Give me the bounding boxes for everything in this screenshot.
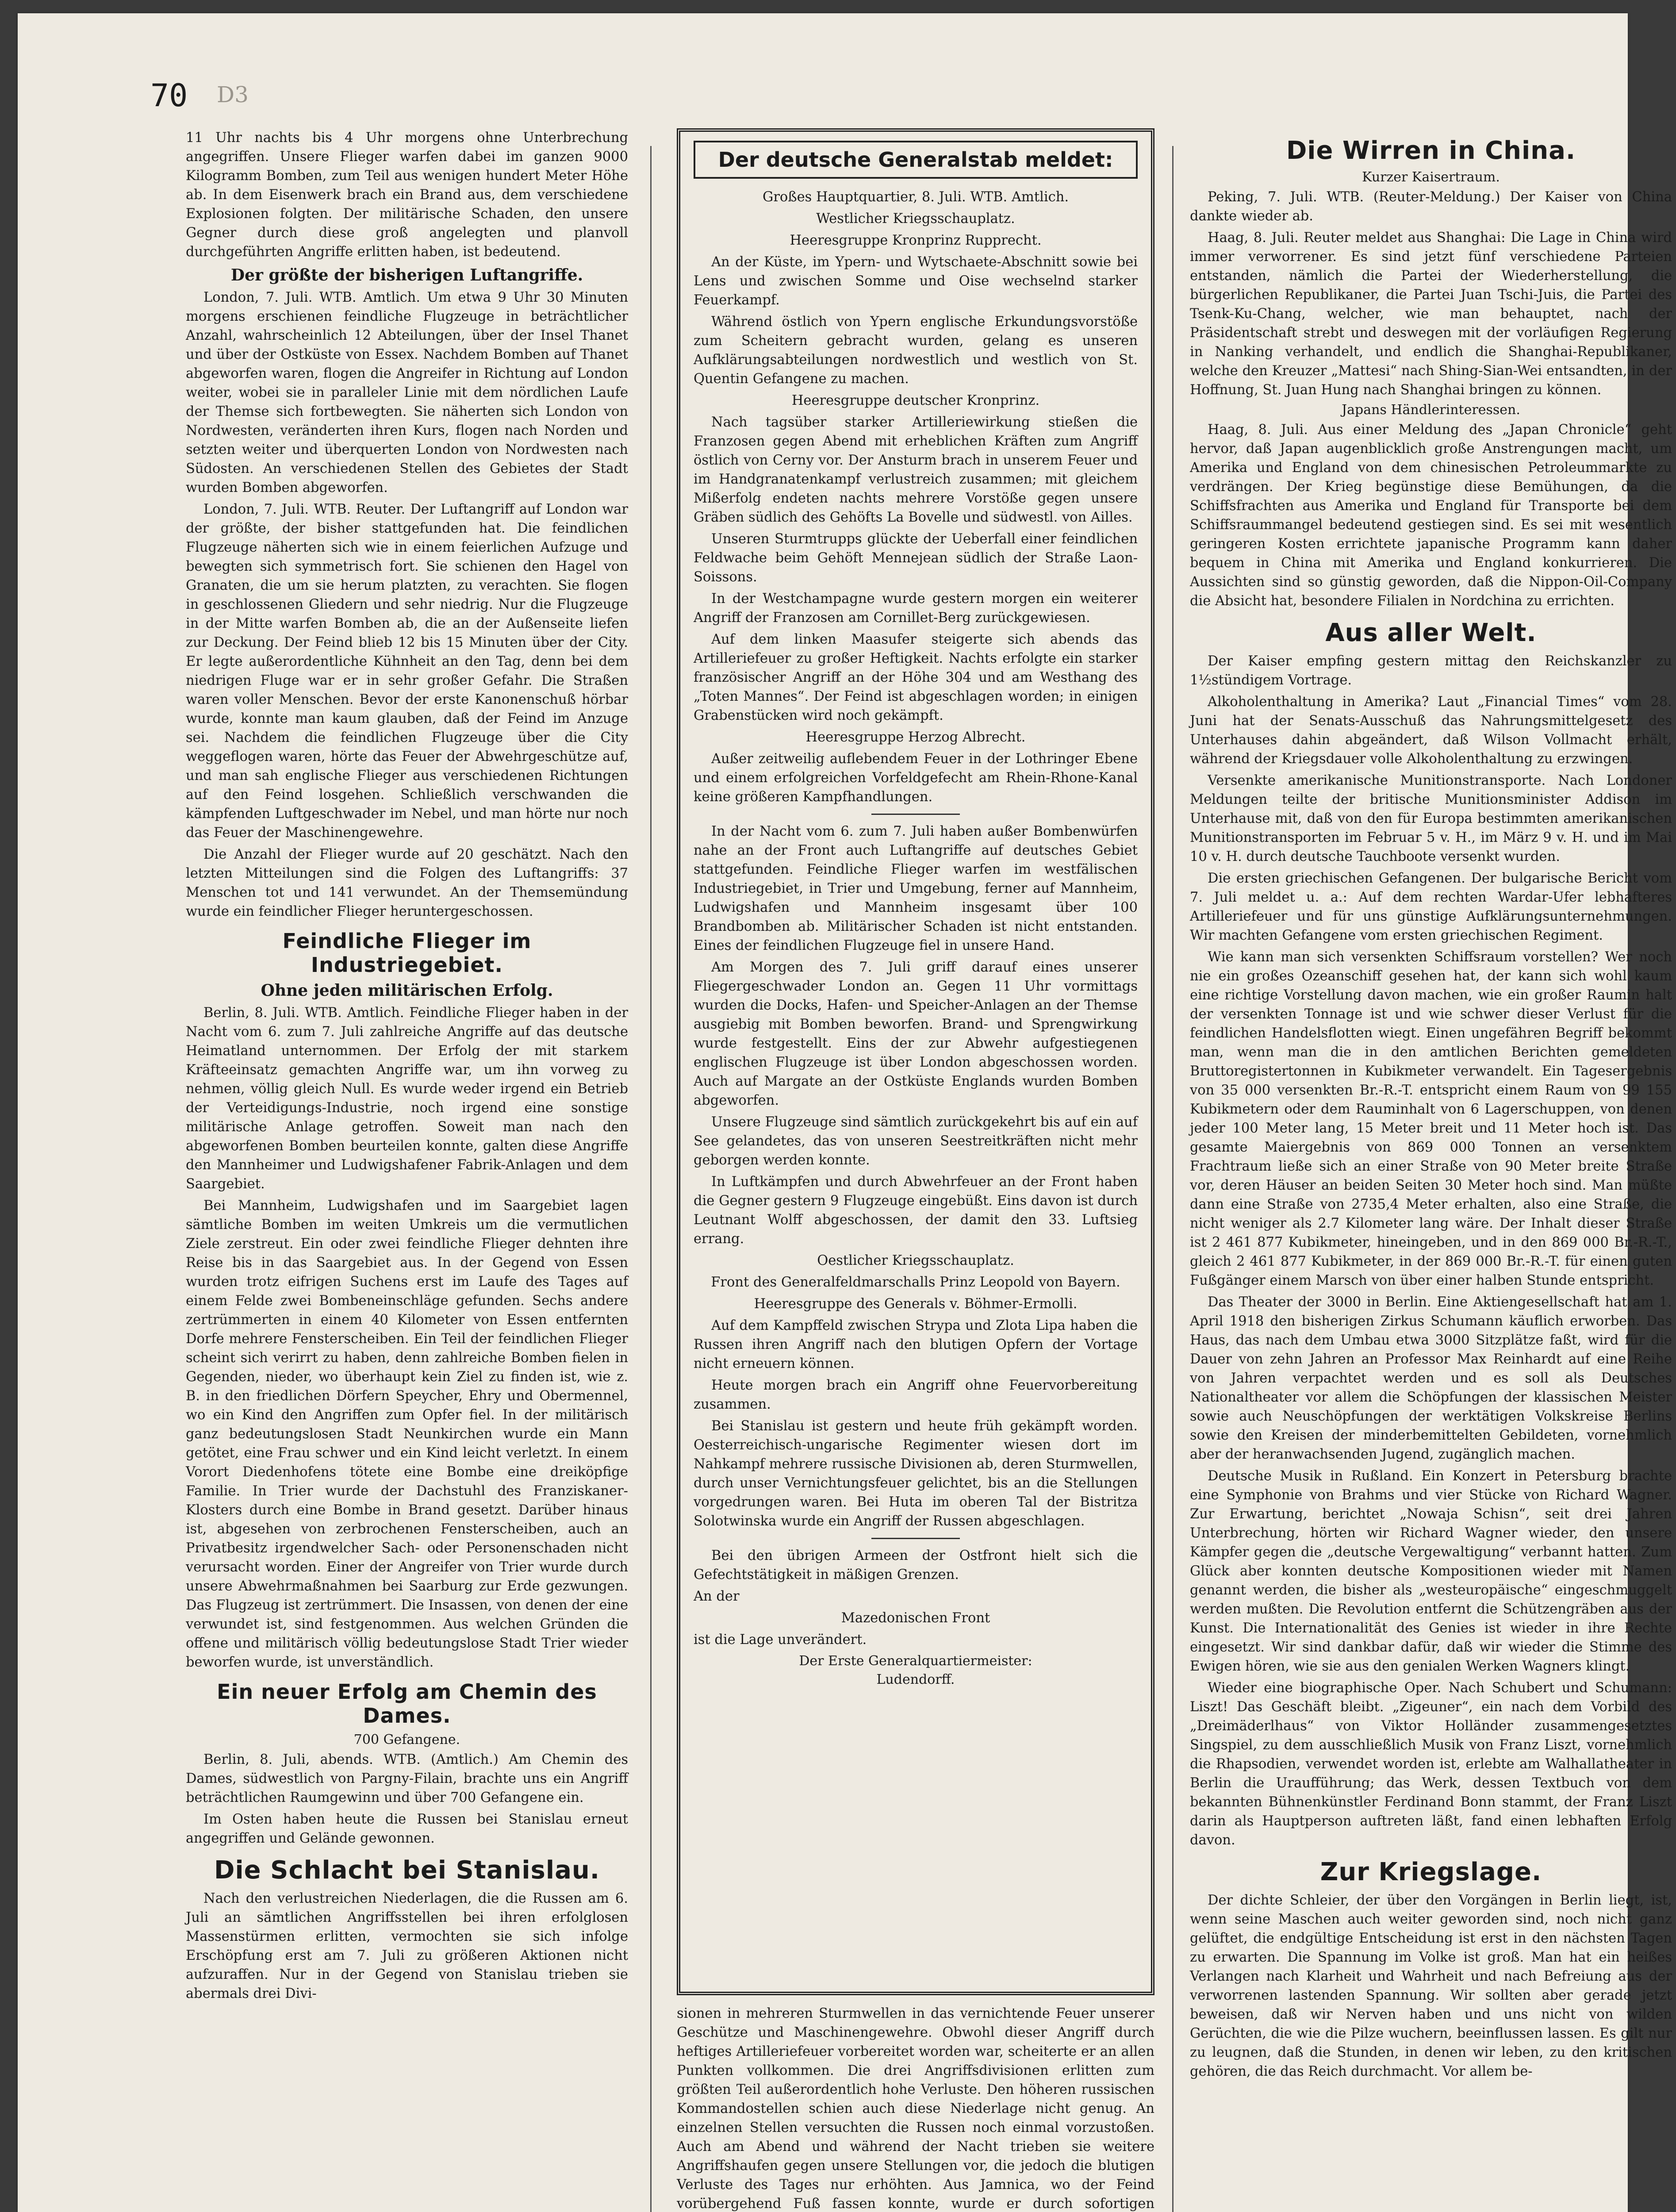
signature-name: Ludendorff. bbox=[876, 1672, 955, 1687]
section-label: Heeresgruppe Kronprinz Rupprecht. bbox=[790, 233, 1042, 248]
section-label: Heeresgruppe deutscher Kronprinz. bbox=[791, 393, 1040, 408]
section-label: Heeresgruppe Herzog Albrecht. bbox=[805, 730, 1026, 745]
paragraph: Bei Mannheim, Ludwigshafen und im Saargebiet lagen sämtliche Bomben im weiten Umkreis um die vermutlichen Ziele zerstreut. Ein oder zwei feindliche Flieger dehnten ihre Reise bis in das Saargebiet aus. In der Gegend von Essen wurden trotz eifrigen Suchens erst im Laufe des Tages auf einem Felde zwei Bombeneinschläge gefunden. Sechs andere zertrümmerten in einem 40 Kilometer von Essen entfernten Dorfe mehrere Fensterscheiben. Ein Teil der feindlichen Flieger scheint sich verirrt zu haben, denn zahlreiche Bomben fielen in Gegenden, nieder, wo überhaupt kein Ziel zu finden ist, wie z. B. in den friedlichen Dörfern Speycher, Ehry und Obermennel, wo ein Kind den Angriffen zum Opfer fiel. In der militärisch ganz bedeutungslosen Stadt Neunkirchen wurde ein Mann getötet, eine Frau schwer und ein Kind leicht verletzt. In einem Vorort Diedenhofens tötete eine Bombe eine dreiköpfige Familie. In Trier wurde der Dachstuhl des Franziskaner-Klosters durch eine Bombe in Brand gesetzt. Darüber hinaus ist, abgesehen von zerbrochenen Fensterscheiben, auch an Privatbesitz irgendwelcher Sach- oder Personenschaden nicht verursacht worden. Einer der Angreifer von Trier wurde durch unsere Abwehrmaßnahmen bei Saarburg zur Erde gezwungen. Das Flugzeug ist zertrümmert. Die Insassen, von denen der eine verwundet ist, sind festgenommen. Aus welchen Gründen die offene und militärisch völlig bedeutungslose Stadt Trier wieder beworfen wurde, ist unverständlich. bbox=[186, 1198, 628, 1670]
paragraph: Nach den verlustreichen Niederlagen, die die Russen am 6. Juli an sämtlichen Angriffsstellen bei ihren erfolglosen Massenstürmen erlitten, vermochten sie sich infolge Erschöpfung erst am 7. Juli zu größeren Aktionen nicht aufzuraffen. Nur in der Gegend von Stanislau trieben sie abermals drei Divi- bbox=[186, 1891, 628, 2001]
paragraph: In der Westchampagne wurde gestern morgen ein weiterer Angriff der Franzosen am Cornillet-Berg zurückgewiesen. bbox=[694, 591, 1138, 626]
paragraph: Bei den übrigen Armeen der Ostfront hielt sich die Gefechtstätigkeit in mäßigen Grenzen. bbox=[694, 1548, 1138, 1582]
paragraph: ist die Lage unverändert. bbox=[694, 1632, 867, 1647]
paragraph: Die ersten griechischen Gefangenen. Der bulgarische Bericht vom 7. Juli meldet u. a.: Auf dem rechten Wardar-Ufer lebhafteres Artilleriefeuer und für uns günstige Aufklärungsunternehmungen. Wir machten Gefangene vom ersten griechischen Regiment. bbox=[1190, 871, 1672, 943]
paragraph: Haag, 8. Juli. Aus einer Meldung des „Japan Chronicle“ geht hervor, daß Japan augenblicklich große Anstrengungen macht, um Amerika und England von dem chinesischen Petroleummarkte zu verdrängen. Der Krieg begünstige diese Bemühungen, da die Schiffsfrachten aus Amerika und England für Transporte bei dem Schiffsraummangel bedeutend gestiegen sind. Es sei mit wesentlich geringeren Kosten errichtete japanische Programm kann daher bequem in China mit Amerika und England konkurrieren. Die Aussichten sind so günstig geworden, daß die Nippon-Oil-Company die Absicht hat, besondere Filialen in Nordchina zu errichten. bbox=[1190, 422, 1672, 609]
paragraph: Das Theater der 3000 in Berlin. Eine Aktiengesellschaft hat am 1. April 1918 den bisherigen Zirkus Schumann käuflich erworben. Das Haus, das nach dem Umbau etwa 3000 Sitzplätze faßt, wird für die Dauer von zehn Jahren an Professor Max Reinhardt auf eine Reihe von Jahren verpachtet werden und es soll als Deutsches Nationaltheater vor allem die Schöpfungen der klassischen Meister sowie auch Neuschöpfungen der werktätigen Volkskreise Berlins sowie den Kreisen der minderbemittelten Gebildeten, vornehmlich aber der heranwachsenden Jugend, zugänglich machen. bbox=[1190, 1294, 1672, 1462]
subheadline: Ohne jeden militärischen Erfolg. bbox=[261, 981, 553, 1000]
paragraph: Auf dem Kampffeld zwischen Strypa und Zlota Lipa haben die Russen ihren Angriff nach den blutigen Opfern der Vortage nicht erneuern können. bbox=[694, 1318, 1138, 1371]
paragraph: Bei Stanislau ist gestern und heute früh gekämpft worden. Oesterreichisch-ungarische Regimenter wiesen dort im Nahkampf mehrere russische Divisionen ab, deren Sturmwellen, durch unser Vernichtungsfeuer gelichtet, bis an die Stellungen vorgedrungen waren. Bei Huta im oberen Tal der Bistritza Solotwinska wurde ein Angriff der Russen abgeschlagen. bbox=[694, 1418, 1138, 1529]
paragraph: Alkoholenthaltung in Amerika? Laut „Financial Times“ vom 28. Juni hat der Senats-Ausschuß das Nahrungsmittelgesetz des Unterhauses dahin abgeändert, daß Wilson Vollmacht erhält, während der Kriegsdauer volle Alkoholenthaltung zu erzwingen. bbox=[1190, 694, 1672, 767]
divider bbox=[871, 1538, 960, 1539]
section-label: Oestlicher Kriegsschauplatz. bbox=[817, 1253, 1014, 1268]
paragraph: Peking, 7. Juli. WTB. (Reuter-Meldung.) Der Kaiser von China dankte wieder ab. bbox=[1190, 189, 1672, 224]
headline: Ein neuer Erfolg am Chemin des Dames. bbox=[217, 1680, 597, 1728]
subheadline: Kurzer Kaisertraum. bbox=[1362, 169, 1500, 185]
paragraph: Während östlich von Ypern englische Erkundungsvorstöße zum Scheitern gebracht wurden, gelang es unseren Aufklärungsabteilungen nordwestlich und westlich von St. Quentin Gefangene zu machen. bbox=[694, 314, 1138, 387]
paragraph: sionen in mehreren Sturmwellen in das vernichtende Feuer unserer Geschütze und Maschinengewehre. Obwohl dieser Angriff durch heftiges Artilleriefeuer vorbereitet worden war, scheiterte er an allen Punkten vollkommen. Die drei Angriffsdivisionen erlitten zum größten Teil außerordentlich hohe Verluste. Den höheren russischen Kommandostellen schien auch diese Niederlage nicht genug. An einzelnen Stellen versuchten die Russen noch einmal vorzustoßen. Auch am Abend und während der Nacht trieben sie weitere Angriffshaufen gegen unsere Stellungen vor, die jedoch die blutigen Verluste des Tages nur erhöhten. Aus Jamnica, wo der Feind vorübergehend Fuß fassen konnte, wurde er durch sofortigen bbox=[677, 2006, 1154, 2212]
paragraph: Unsere Flugzeuge sind sämtlich zurückgekehrt bis auf ein auf See gelandetes, das von unseren Seestreitkräften nicht mehr geborgen werden konnte. bbox=[694, 1114, 1138, 1168]
column-rule bbox=[650, 146, 652, 2212]
headline: Die Wirren in China. bbox=[1286, 136, 1576, 165]
divider bbox=[871, 814, 960, 815]
paragraph: Versenkte amerikanische Munitionstransporte. Nach Londoner Meldungen teilte der britische Munitionsminister Addison im Unterhause mit, daß von den für Europa bestimmten amerikanischen Munitionstransporten im Februar 5 v. H., im März 9 v. H. und im Mai 10 v. H. durch deutsche Tauchboote versenkt wurden. bbox=[1190, 773, 1672, 864]
section-label: Front des Generalfeldmarschalls Prinz Leopold von Bayern. bbox=[711, 1275, 1120, 1290]
headline: Der größte der bisherigen Luftangriffe. bbox=[230, 266, 583, 284]
column-rule bbox=[1172, 146, 1174, 2212]
page-stamp: D3 bbox=[217, 82, 249, 108]
paragraph: Wieder eine biographische Oper. Nach Schubert und Schumann: Liszt! Das Geschäft bleibt. „Zigeuner“, ein nach dem Vorbild des „Dreimäderlhaus“ von Viktor Holländer zusammengesetztes Singspiel, zu dem ausschließlich Musik von Franz Liszt, vornehmlich die Rhapsodien, verwendet worden ist, erlebte am Walhallatheater in Berlin die Uraufführung; das Werk, dessen Textbuch von dem bekannten Bühnenkünstler Ferdinand Bonn stammt, der Franz Liszt darin als Hauptperson auftreten läßt, fand einen lebhaften Erfolg davon. bbox=[1190, 1680, 1672, 1848]
paragraph: In der Nacht vom 6. zum 7. Juli haben außer Bombenwürfen nahe an der Front auch Luftangriffe auf deutsches Gebiet stattgefunden. Feindliche Flieger warfen im westfälischen Industriegebiet, in Trier und Umgebung, ferner auf Mannheim, Ludwigshafen und Mannheim insgesamt über 100 Brandbomben ab. Militärischer Schaden ist nicht entstanden. Eines der feindlichen Flugzeuge fiel in unsere Hand. bbox=[694, 824, 1138, 953]
paragraph: Der dichte Schleier, der über den Vorgängen in Berlin liegt, ist, wenn seine Maschen auch weiter geworden sind, noch nicht ganz gelüftet, die endgültige Entscheidung ist erst in den nächsten Tagen zu erwarten. Die Spannung im Volke ist groß. Man hat ein heißes Verlangen nach Klarheit und Wahrheit und nach Befreiung aus der verworrenen lastenden Spannung. Wir sollten aber gerade jetzt beweisen, daß wir Nerven haben und uns nicht von wilden Gerüchten, die wie die Pilze wuchern, beeinflussen lassen. Es gilt nur zu leugnen, daß die Stunden, in denen wir leben, zu den kritischen gehören, die das Reich durchmacht. Vor allem be- bbox=[1190, 1893, 1672, 2079]
headline: Feindliche Flieger im Industriegebiet. bbox=[282, 929, 532, 977]
paragraph: An der Küste, im Ypern- und Wytschaete-Abschnitt sowie bei Lens und zwischen Somme und Oise wechselnd starker Feuerkampf. bbox=[694, 254, 1138, 308]
headline: Zur Kriegslage. bbox=[1320, 1858, 1542, 1886]
paragraph: Im Osten haben heute die Russen bei Stanislau erneut angegriffen und Gelände gewonnen. bbox=[186, 1812, 628, 1846]
signature-title: Der Erste Generalquartiermeister: bbox=[799, 1653, 1032, 1669]
paragraph: Heute morgen brach ein Angriff ohne Feuervorbereitung zusammen. bbox=[694, 1378, 1138, 1412]
headline: Die Schlacht bei Stanislau. bbox=[214, 1856, 600, 1885]
section-label: Heeresgruppe des Generals v. Böhmer-Ermolli. bbox=[754, 1296, 1078, 1312]
subheadline: 700 Gefangene. bbox=[353, 1732, 460, 1747]
paragraph: 11 Uhr nachts bis 4 Uhr morgens ohne Unterbrechung angegriffen. Unsere Flieger warfen dabei im ganzen 9000 Kilogramm Bomben, zum Teil aus wenigen hundert Meter Höhe ab. In dem Eisenwerk brach ein Brand aus, dem verschiedene Explosionen folgten. Der militärische Schaden, den unsere Gegner durch diese groß angelegten und planvoll durchgeführten Angriffe erlitten haben, ist bedeutend. bbox=[186, 130, 628, 260]
column-right bbox=[1190, 128, 1672, 2084]
paragraph: Unseren Sturmtrupps glückte der Ueberfall einer feindlichen Feldwache beim Gehöft Mennejean südlich der Straße Laon-Soissons. bbox=[694, 531, 1138, 585]
paragraph: Auf dem linken Maasufer steigerte sich abends das Artilleriefeuer zu großer Heftigkeit. Nachts erfolgte ein starker französischer Angriff an der Höhe 304 und am Westhang des „Toten Mannes“. Der Feind ist abgeschlagen worden; in einigen Grabenstücken wird noch gekämpft. bbox=[694, 632, 1138, 723]
paragraph: Berlin, 8. Juli. WTB. Amtlich. Feindliche Flieger haben in der Nacht vom 6. zum 7. Juli zahlreiche Angriffe auf das deutsche Heimatland unternommen. Der Erfolg der mit starkem Kräfteeinsatz gemachten Angriffe war, um ihn vorweg zu nehmen, völlig gleich Null. Es wurde weder irgend ein Betrieb der Verteidigungs-Industrie, noch irgend eine sonstige militärische Anlage getroffen. Soweit man nach den abgeworfenen Bomben beurteilen konnte, galten diese Angriffe den Mannheimer und Ludwigshafener Fabrik-Anlagen und dem Saargebiet. bbox=[186, 1005, 628, 1192]
page-number: 70 bbox=[150, 77, 188, 114]
subheadline: Japans Händlerinteressen. bbox=[1342, 402, 1520, 418]
section-label: Mazedonischen Front bbox=[841, 1610, 990, 1626]
paragraph: Wie kann man sich versenkten Schiffsraum vorstellen? Wer noch nie ein großes Ozeanschiff gesehen hat, der kann sich wohl kaum eine richtige Vorstellung davon machen, wie ein großer Raumin halt der versenkten Tonnage ist und wie schwer dieser Verlust für die feindlichen Handelsflotten wiegt. Einen ungefähren Begriff bekommt man, wenn man die in den amtlichen Berichten gemeldeten Bruttoregistertonnen in Kubikmeter verwandelt. Ein Tagesergebnis von 35 000 versenkten Br.-R.-T. entspricht einem Raum von 99 155 Kubikmetern oder dem Rauminhalt von 6 Lagerschuppen, von denen jeder 100 Meter lang, 15 Meter breit und 11 Meter hoch ist. Das gesamte Maiergebnis von 869 000 Tonnen an versenktem Frachtraum ließe sich an einer Straße von 90 Meter breite Straße vor, deren Häuser an beiden Seiten 30 Meter hoch sind. Man müßte dann eine Straße von 2735,4 Meter erhalten, also eine Straße, die nicht weniger als 2.7 Kilometer lang wäre. Der Inhalt dieser Straße ist 2 461 877 Kubikmeter, hineingeben, und in den 869 000 Br.-R.-T., gleich 2 461 877 Kubikmeter, in der 869 000 Br.-R.-T. für einen guten Fußgänger einem Marsch von über einer halben Stunde entspricht. bbox=[1190, 949, 1672, 1288]
column-left bbox=[186, 128, 628, 2006]
section-label: Westlicher Kriegsschauplatz. bbox=[816, 211, 1015, 227]
paragraph: Haag, 8. Juli. Reuter meldet aus Shanghai: Die Lage in China wird immer verworrener. Es sind jetzt fünf verschiedene Parteien entstanden, nämlich die Partei der Wiederherstellung, die bürgerlichen Republikaner, die Partei Juan Tschi-Juis, die Partei des Tsenk-Ku-Chang, welcher, wie man behauptet, nach der Präsidentschaft strebt und deswegen mit der vorläufigen Regierung in Nanking verhandelt, und endlich die Shanghai-Republikaner, welche den Kreuzer „Mattesi“ nach Shing-Sian-Wei entsandten, in der Hoffnung, St. Juan Hung nach Shanghai bringen zu können. bbox=[1190, 230, 1672, 398]
headline: Aus aller Welt. bbox=[1325, 618, 1537, 647]
column-middle bbox=[677, 128, 1154, 2212]
paragraph: An der bbox=[694, 1589, 740, 1604]
dateline: Großes Hauptquartier, 8. Juli. WTB. Amtlich. bbox=[762, 189, 1069, 205]
paragraph: Der Kaiser empfing gestern mittag den Reichskanzler zu 1½stündigem Vortrage. bbox=[1190, 653, 1672, 688]
paragraph: Am Morgen des 7. Juli griff darauf eines unserer Fliegergeschwader London an. Gegen 11 Uhr vormittags wurden die Docks, Hafen- und Speicher-Anlagen an der Themse ausgiebig mit Bomben beworfen. Brand- und Sprengwirkung wurde festgestellt. Eins der zur Abwehr aufgestiegenen englischen Flugzeuge ist über London abgeschossen worden. Auch auf Margate an der Ostküste Englands wurden Bomben abgeworfen. bbox=[694, 960, 1138, 1108]
paragraph: Deutsche Musik in Rußland. Ein Konzert in Petersburg brachte eine Symphonie von Brahms und vier Stücke von Richard Wagner. Zur Erwartung, berichtet „Nowaja Schisn“, seit drei Jahren Unterbrechung, hörten wir Richard Wagner wieder, den unsere Kämpfer gegen die „deutsche Vergewaltigung“ verbannt hatten. Zum Glück aber konnten deutsche Kompositionen wieder mit Namen genannt werden, die bisher als „westeuropäische“ eingeschmuggelt werden mußten. Die Revolution entfernt die Schützengräben aus der Kunst. Die Internationalität des Genies ist wieder in ihre Rechte eingesetzt. Wir sind dankbar dafür, daß wir wieder die Stimme des Ewigen hören, wie sie aus den genialen Werken Wagners klingt. bbox=[1190, 1468, 1672, 1674]
paragraph: In Luftkämpfen und durch Abwehrfeuer an der Front haben die Gegner gestern 9 Flugzeuge eingebüßt. Eins davon ist durch Leutnant Wolff abgeschossen, der damit den 33. Luftsieg errang. bbox=[694, 1174, 1138, 1247]
paragraph: Die Anzahl der Flieger wurde auf 20 geschätzt. Nach den letzten Mitteilungen sind die Folgen des Luftangriffs: 37 Menschen tot und 141 verwundet. An der Themsemündung wurde ein feindlicher Flieger heruntergeschossen. bbox=[186, 847, 628, 919]
paragraph: London, 7. Juli. WTB. Reuter. Der Luftangriff auf London war der größte, der bisher stattgefunden hat. Die feindlichen Flugzeuge näherten sich wie in einem feierlichen Aufzuge und bewegten sich symmetrisch fort. Sie schienen den Hagel von Granaten, die um sie herum platzten, zu verachten. Sie flogen in geschlossenen Gliedern und sehr niedrig. Nur die Flugzeuge in der Mitte warfen Bomben ab, die an der Außenseite liefen zur Deckung. Der Feind blieb 12 bis 15 Minuten über der City. Er legte außerordentliche Kühnheit an den Tag, denn bei dem niedrigen Fluge war er in sehr großer Gefahr. Die Straßen waren voller Menschen. Bevor der erste Kanonenschuß hörbar wurde, konnte man kaum glauben, daß der Feind im Anzuge sei. Nachdem die feindlichen Flugzeuge über die City weggeflogen waren, hörte das Feuer der Abwehrgeschütze auf, und man sah englische Flieger aus verschiedenen Richtungen auf den Feind losgehen. Schließlich verschwanden die kämpfenden Luftgeschwader im Nebel, und man hörte nur noch das Feuer der Maschinengewehre. bbox=[186, 502, 628, 841]
generalstab-box bbox=[677, 128, 1154, 1995]
paragraph: Nach tagsüber starker Artilleriewirkung stießen die Franzosen gegen Abend mit erheblichen Kräften zum Angriff östlich von Cerny vor. Der Ansturm brach in unserem Feuer und im Handgranatenkampf verlustreich zusammen; mit gleichem Mißerfolg endeten nachts mehrere Vorstöße gegen unsere Gräben südlich des Gehöfts La Bovelle und südwestl. von Ailles. bbox=[694, 415, 1138, 525]
paragraph: Außer zeitweilig auflebendem Feuer in der Lothringer Ebene und einem erfolgreichen Vorfeldgefecht am Rhein-Rhone-Kanal keine größeren Kampfhandlungen. bbox=[694, 751, 1138, 805]
paragraph: London, 7. Juli. WTB. Amtlich. Um etwa 9 Uhr 30 Minuten morgens erschienen feindliche Flugzeuge in beträchtlicher Anzahl, wahrscheinlich 12 Abteilungen, über der Insel Thanet und über der Ostküste von Essex. Nachdem Bomben auf Thanet abgeworfen waren, flogen die Angreifer in Richtung auf London weiter, wobei sie in paralleler Linie mit dem nördlichen Laufe der Themse sich fortbewegten. Sie näherten sich London von Nordwesten, veränderten ihren Kurs, flogen nach Norden und setzten weiter und überquerten London von Nordwesten nach Südosten. An verschiedenen Stellen des Gebietes der Stadt wurden Bomben abgeworfen. bbox=[186, 290, 628, 495]
box-title: Der deutsche Generalstab meldet: bbox=[694, 141, 1138, 179]
newspaper-page bbox=[18, 13, 1672, 2212]
paragraph: Berlin, 8. Juli, abends. WTB. (Amtlich.) Am Chemin des Dames, südwestlich von Pargny-Filain, brachte uns ein Angriff beträchtlichen Raumgewinn und über 700 Gefangene ein. bbox=[186, 1752, 628, 1805]
